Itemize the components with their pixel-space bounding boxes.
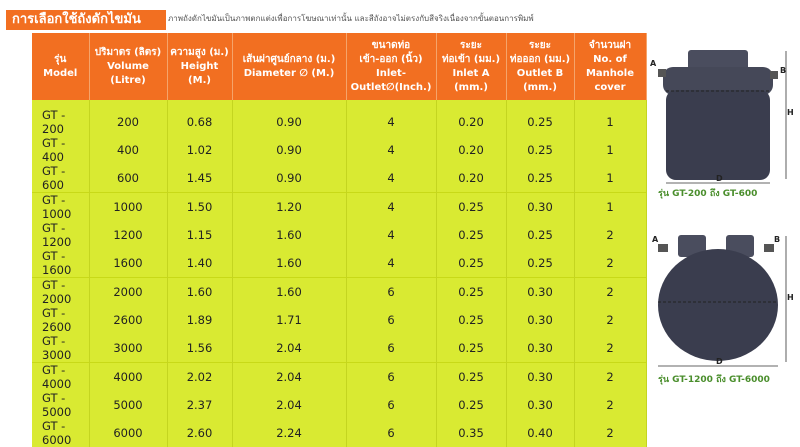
cell-height: 2.60 bbox=[167, 419, 232, 447]
cell-outlet-b: 0.30 bbox=[506, 306, 574, 334]
cell-volume: 400 bbox=[89, 136, 167, 164]
tank-body bbox=[658, 249, 778, 361]
cell-outlet-b: 0.30 bbox=[506, 334, 574, 363]
disclaimer-note: ภาพถังดักไขมันเป็นภาพตกแต่งเพื่อการโฆษณาเท่านั้น และสีถังอาจไม่ตรงกับสีจริงเนื่องจากขั้นตอนการพิมพ์ bbox=[168, 14, 534, 23]
cell-diameter: 2.24 bbox=[232, 419, 346, 447]
cell-pipe-size: 4 bbox=[346, 221, 436, 249]
cell-pipe-size: 4 bbox=[346, 193, 436, 222]
cell-diameter: 1.60 bbox=[232, 221, 346, 249]
label-b: B bbox=[774, 235, 781, 244]
tank-body bbox=[666, 90, 770, 180]
table-row bbox=[32, 278, 646, 307]
cell-pipe-size: 4 bbox=[346, 164, 436, 193]
cell-inlet-a: 0.20 bbox=[436, 164, 506, 193]
inlet-pipe bbox=[658, 244, 668, 252]
cell-model: GT - 200 bbox=[32, 100, 89, 136]
cell-height: 1.50 bbox=[167, 193, 232, 222]
table-row bbox=[32, 221, 646, 249]
cell-diameter: 1.20 bbox=[232, 193, 346, 222]
label-a: A bbox=[650, 59, 657, 68]
cell-model: GT - 1200 bbox=[32, 221, 89, 249]
label-d: D bbox=[716, 174, 723, 183]
table-row bbox=[32, 164, 646, 193]
cell-diameter: 2.04 bbox=[232, 363, 346, 392]
cell-volume: 2600 bbox=[89, 306, 167, 334]
outlet-pipe bbox=[764, 244, 774, 252]
cell-manhole-cover: 2 bbox=[574, 363, 646, 392]
header-volume: ปริมาตร (ลิตร) Volume (Litre) bbox=[89, 33, 167, 100]
header-outlet-b: ระยะ ท่อออก (มม.) Outlet B (mm.) bbox=[506, 33, 574, 100]
cell-manhole-cover: 1 bbox=[574, 164, 646, 193]
cell-model: GT - 600 bbox=[32, 164, 89, 193]
cell-diameter: 1.60 bbox=[232, 278, 346, 307]
header-pipe-size: ขนาดท่อ เข้า-ออก (นิ้ว) Inlet-Outlet∅(Inch.) bbox=[346, 33, 436, 100]
table-row bbox=[32, 363, 646, 392]
cell-model: GT - 3000 bbox=[32, 334, 89, 363]
cell-height: 1.60 bbox=[167, 278, 232, 307]
cell-pipe-size: 6 bbox=[346, 306, 436, 334]
cell-volume: 600 bbox=[89, 164, 167, 193]
grease-trap-spec-table bbox=[32, 33, 647, 447]
cell-outlet-b: 0.25 bbox=[506, 164, 574, 193]
cell-outlet-b: 0.25 bbox=[506, 100, 574, 136]
cell-model: GT - 1600 bbox=[32, 249, 89, 278]
table-row bbox=[32, 100, 646, 136]
cell-inlet-a: 0.25 bbox=[436, 278, 506, 307]
cell-outlet-b: 0.30 bbox=[506, 278, 574, 307]
cell-volume: 5000 bbox=[89, 391, 167, 419]
table-row bbox=[32, 334, 646, 363]
cell-volume: 200 bbox=[89, 100, 167, 136]
label-b: B bbox=[780, 66, 787, 75]
cell-inlet-a: 0.25 bbox=[436, 193, 506, 222]
header-model: รุ่น Model bbox=[32, 33, 89, 100]
diagram-caption-small: รุ่น GT-200 ถึง GT-600 bbox=[658, 189, 758, 199]
cell-manhole-cover: 2 bbox=[574, 419, 646, 447]
table-row bbox=[32, 249, 646, 278]
cell-inlet-a: 0.20 bbox=[436, 100, 506, 136]
cell-outlet-b: 0.30 bbox=[506, 193, 574, 222]
cell-height: 0.68 bbox=[167, 100, 232, 136]
cell-volume: 6000 bbox=[89, 419, 167, 447]
cell-diameter: 0.90 bbox=[232, 100, 346, 136]
cell-diameter: 2.04 bbox=[232, 334, 346, 363]
cell-model: GT - 1000 bbox=[32, 193, 89, 222]
cell-height: 1.40 bbox=[167, 249, 232, 278]
cell-manhole-cover: 2 bbox=[574, 221, 646, 249]
cell-inlet-a: 0.25 bbox=[436, 249, 506, 278]
cell-manhole-cover: 2 bbox=[574, 391, 646, 419]
header-inlet-a: ระยะ ท่อเข้า (มม.) Inlet A (mm.) bbox=[436, 33, 506, 100]
cell-height: 2.37 bbox=[167, 391, 232, 419]
table-header-row bbox=[32, 33, 646, 100]
cell-model: GT - 2000 bbox=[32, 278, 89, 307]
cell-height: 1.56 bbox=[167, 334, 232, 363]
cell-height: 1.02 bbox=[167, 136, 232, 164]
cell-outlet-b: 0.25 bbox=[506, 221, 574, 249]
cell-model: GT - 5000 bbox=[32, 391, 89, 419]
cell-inlet-a: 0.20 bbox=[436, 136, 506, 164]
cell-outlet-b: 0.30 bbox=[506, 363, 574, 392]
cell-inlet-a: 0.25 bbox=[436, 334, 506, 363]
cell-manhole-cover: 2 bbox=[574, 249, 646, 278]
table-row bbox=[32, 306, 646, 334]
cell-height: 1.45 bbox=[167, 164, 232, 193]
cell-pipe-size: 6 bbox=[346, 334, 436, 363]
table-row bbox=[32, 136, 646, 164]
table-row bbox=[32, 193, 646, 222]
cell-inlet-a: 0.25 bbox=[436, 306, 506, 334]
label-h: H bbox=[787, 293, 794, 302]
cell-height: 2.02 bbox=[167, 363, 232, 392]
cell-outlet-b: 0.25 bbox=[506, 136, 574, 164]
label-d: D bbox=[716, 357, 723, 366]
cell-inlet-a: 0.25 bbox=[436, 363, 506, 392]
cell-volume: 1200 bbox=[89, 221, 167, 249]
header-height: ความสูง (ม.) Height (M.) bbox=[167, 33, 232, 100]
cell-pipe-size: 6 bbox=[346, 419, 436, 447]
cell-outlet-b: 0.25 bbox=[506, 249, 574, 278]
cell-manhole-cover: 1 bbox=[574, 193, 646, 222]
cell-inlet-a: 0.35 bbox=[436, 419, 506, 447]
header-manhole-cover: จำนวนฝา No. of Manhole cover bbox=[574, 33, 646, 100]
label-a: A bbox=[652, 235, 659, 244]
cell-manhole-cover: 2 bbox=[574, 334, 646, 363]
cell-inlet-a: 0.25 bbox=[436, 391, 506, 419]
cell-diameter: 0.90 bbox=[232, 164, 346, 193]
header-diameter: เส้นผ่าศูนย์กลาง (ม.) Diameter ∅ (M.) bbox=[232, 33, 346, 100]
cell-diameter: 1.71 bbox=[232, 306, 346, 334]
cell-diameter: 0.90 bbox=[232, 136, 346, 164]
cell-inlet-a: 0.25 bbox=[436, 221, 506, 249]
cell-model: GT - 400 bbox=[32, 136, 89, 164]
inlet-pipe bbox=[658, 69, 666, 77]
cell-manhole-cover: 1 bbox=[574, 136, 646, 164]
cell-model: GT - 2600 bbox=[32, 306, 89, 334]
cell-pipe-size: 6 bbox=[346, 391, 436, 419]
outlet-pipe bbox=[770, 71, 778, 79]
cell-pipe-size: 4 bbox=[346, 249, 436, 278]
cell-volume: 4000 bbox=[89, 363, 167, 392]
cell-pipe-size: 6 bbox=[346, 278, 436, 307]
cell-diameter: 1.60 bbox=[232, 249, 346, 278]
cell-diameter: 2.04 bbox=[232, 391, 346, 419]
cell-manhole-cover: 2 bbox=[574, 278, 646, 307]
section-title: การเลือกใช้ถังดักไขมัน bbox=[6, 10, 166, 30]
cell-pipe-size: 4 bbox=[346, 136, 436, 164]
table-row bbox=[32, 419, 646, 447]
cell-outlet-b: 0.40 bbox=[506, 419, 574, 447]
cell-volume: 1000 bbox=[89, 193, 167, 222]
cell-model: GT - 4000 bbox=[32, 363, 89, 392]
cell-model: GT - 6000 bbox=[32, 419, 89, 447]
cell-manhole-cover: 2 bbox=[574, 306, 646, 334]
cell-pipe-size: 6 bbox=[346, 363, 436, 392]
table-body bbox=[32, 100, 646, 447]
tank-diagram-small bbox=[648, 45, 793, 185]
cell-manhole-cover: 1 bbox=[574, 100, 646, 136]
cell-volume: 3000 bbox=[89, 334, 167, 363]
cell-volume: 2000 bbox=[89, 278, 167, 307]
table-row bbox=[32, 391, 646, 419]
diagram-caption-large: รุ่น GT-1200 ถึง GT-6000 bbox=[658, 375, 770, 385]
label-h: H bbox=[787, 108, 794, 117]
cell-outlet-b: 0.30 bbox=[506, 391, 574, 419]
cell-volume: 1600 bbox=[89, 249, 167, 278]
cell-height: 1.15 bbox=[167, 221, 232, 249]
cell-pipe-size: 4 bbox=[346, 100, 436, 136]
tank-diagram-large bbox=[648, 230, 793, 370]
cell-height: 1.89 bbox=[167, 306, 232, 334]
